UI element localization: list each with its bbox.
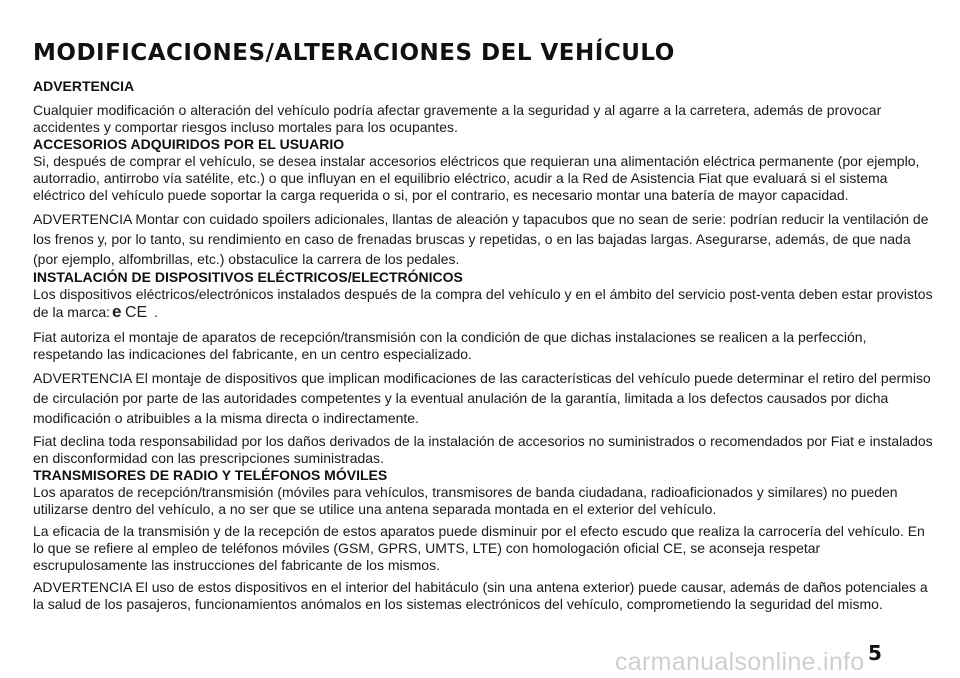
instalacion-paragraph-1-text: Los dispositivos eléctricos/electrónicos instalados después de la compra del vehículo y en el ámbito del servicio post-venta deben estar provistos de la marca:: [33, 286, 933, 320]
instalacion-paragraph-1-end: .: [154, 304, 158, 320]
accesorios-paragraph-1: Si, después de comprar el vehículo, se desea instalar accesorios eléctricos que requieran una alimentación eléctrica permanente (por ejemplo, autorradio, antirrobo vía satélite, etc.) o que influyan en el equilibrio eléctrico, acudir a la Red de Asistencia Fiat que evaluará si el sistema eléctrico del vehículo puede soportar la carga requerida o si, por el contrario, es necesario montar una batería de mayor capacidad.: [33, 153, 920, 203]
document-page: [33, 40, 933, 618]
watermark: carmanualsonline.info: [615, 648, 865, 676]
instalacion-paragraph-2: Fiat autoriza el montaje de aparatos de recepción/transmisión con la condición de que dichas instalaciones se realicen a la perfección, respetando las indicaciones del fabricante, en un centro especializado.: [33, 329, 867, 362]
transmisores-paragraph-3: ADVERTENCIA El uso de estos dispositivos en el interior del habitáculo (sin una antena exterior) puede causar, además de daños potenciales a la salud de los pasajeros, funcionamientos anómalos en los sistemas electrónicos del vehículo, comprometiendo la seguridad del mismo.: [33, 579, 928, 612]
instalacion-paragraph-4: Fiat declina toda responsabilidad por los daños derivados de la instalación de accesorios no suministrados o recomendados por Fiat e instalados en disconformidad con las prescripciones suministradas.: [33, 433, 933, 466]
ce-mark-letters: CE: [125, 304, 148, 320]
instalacion-paragraph-3: ADVERTENCIA El montaje de dispositivos que implican modificaciones de las características del vehículo puede determinar el retiro del permiso de circulación por parte de las autoridades competentes y la eventual anulación de la garantía, limitada a los defectos causados por dicha modificación o atribuibles a la misma directa o indirectamente.: [33, 370, 931, 426]
instalacion-heading: INSTALACIÓN DE DISPOSITIVOS ELÉCTRICOS/ELECTRÓNICOS: [33, 269, 463, 285]
accesorios-heading: ACCESORIOS ADQUIRIDOS POR EL USUARIO: [33, 136, 345, 152]
advertencia-text: Cualquier modificación o alteración del vehículo podría afectar gravemente a la seguridad y al agarre a la carretera, además de provocar accidentes y comportar riesgos incluso mortales para los ocupantes.: [33, 102, 882, 135]
instalacion-paragraph-1: [33, 286, 933, 324]
e-ce-mark-icon: [112, 303, 152, 324]
accesorios-paragraph-2: ADVERTENCIA Montar con cuidado spoilers adicionales, llantas de aleación y tapacubos que no sean de serie: podrían reducir la ventilación de los frenos y, por lo tanto, su rendimiento en caso de frenadas bruscas y repetidas, o en las bajadas largas. Asegurarse, además, de que nada (por ejemplo, alfombrillas, etc.) obstaculice la carrera de los pedales.: [33, 211, 929, 267]
e-mark-letter: e: [112, 303, 122, 320]
transmisores-heading: TRANSMISORES DE RADIO Y TELÉFONOS MÓVILES: [33, 467, 388, 483]
transmisores-paragraph-1: Los aparatos de recepción/transmisión (móviles para vehículos, transmisores de banda ciudadana, radioaficionados y similares) no pueden utilizarse dentro del vehículo, a no ser que se utilice una antena separada montada en el exterior del vehículo.: [33, 484, 898, 517]
page-number: 5: [868, 641, 882, 665]
transmisores-paragraph-2: La eficacia de la transmisión y de la recepción de estos aparatos puede disminuir por el efecto escudo que realiza la carrocería del vehículo. En lo que se refiere al empleo de teléfonos móviles (GSM, GPRS, UMTS, LTE) con homologación oficial CE, se aconseja respetar escrupulosamente las instrucciones del fabricante de los mismos.: [33, 523, 925, 573]
advertencia-heading: ADVERTENCIA: [33, 78, 135, 94]
page-title: MODIFICACIONES/ALTERACIONES DEL VEHÍCULO: [33, 40, 675, 66]
